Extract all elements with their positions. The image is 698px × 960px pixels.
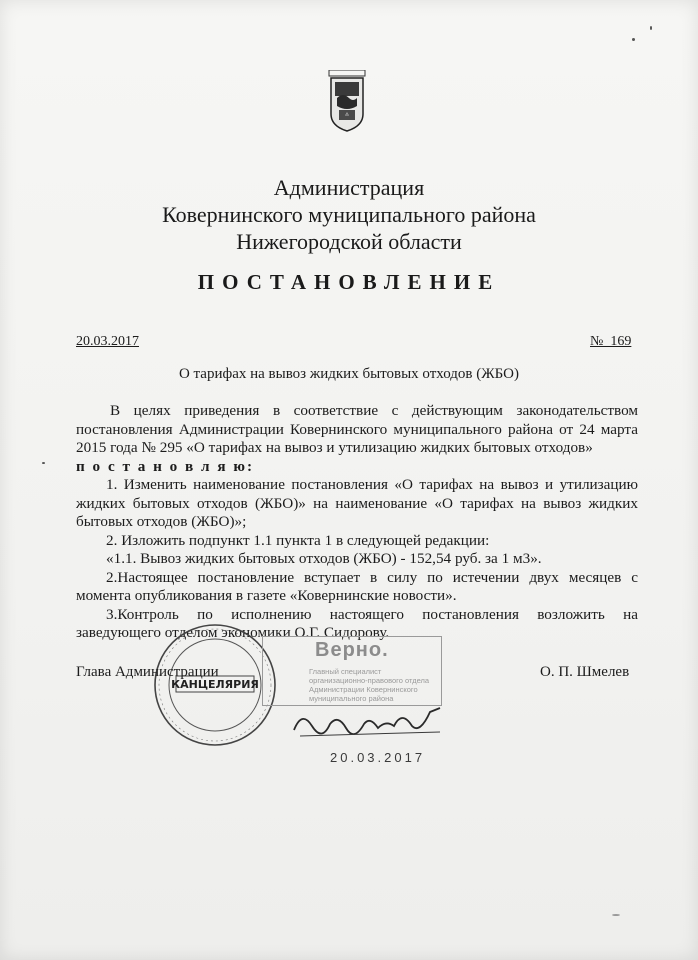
copy-stamp-line-4: муниципального района <box>309 694 394 703</box>
document-date: 20.03.2017 <box>76 334 139 349</box>
copy-stamp-line-2: организационно-правового отдела <box>309 676 430 685</box>
document-subject: О тарифах на вывоз жидких бытовых отходов (ЖБО) <box>178 366 520 382</box>
paragraph-item-2: 2. Изложить подпункт 1.1 пункта 1 в следующей редакции: <box>106 531 490 549</box>
coat-of-arms-emblem <box>327 70 367 132</box>
scan-speck <box>632 38 635 41</box>
copy-stamp-line-3: Администрации Ковернинского <box>309 685 418 694</box>
copy-stamp-title: Верно. <box>315 639 389 661</box>
document-body <box>76 402 638 643</box>
certifier-signature <box>290 700 450 744</box>
certification-date: 20.03.2017 <box>330 750 426 765</box>
signature-position: Глава Администрации <box>76 664 219 680</box>
paragraph-item-2-quote: «1.1. Вывоз жидких бытовых отходов (ЖБО) - 152,54 руб. за 1 м3». <box>106 550 542 567</box>
paragraph-intro: В целях приведения в соответствие с действующим законодательством постановления Администрации Ковернинского муниципального района от 24 марта 2015 года № 295 «О тарифах на вывоз и утилизацию жидких бытовых отходов» <box>76 402 638 456</box>
document-number: № 169 <box>590 334 632 349</box>
round-stamp-text: КАНЦЕЛЯРИЯ <box>171 678 259 691</box>
scan-speck <box>612 914 620 916</box>
paragraph-item-4: 3.Контроль по исполнению настоящего постановления возложить на заведующего отделом экономики О.Г. Сидорову. <box>76 605 638 641</box>
signature-name: О. П. Шмелев <box>540 664 630 680</box>
copy-stamp-line-1: Главный специалист <box>309 667 382 676</box>
scan-speck <box>650 26 652 30</box>
paragraph-item-3: 2.Настоящее постановление вступает в силу по истечении двух месяцев с момента опубликования в газете «Ковернинские новости». <box>76 568 638 604</box>
svg-text:⁂: ⁂ <box>345 112 349 117</box>
document-title: ПОСТАНОВЛЕНИЕ <box>197 270 501 294</box>
round-office-stamp <box>150 620 280 750</box>
header-line-administration: Администрация <box>273 175 425 200</box>
paragraph-item-1: 1. Изменить наименование постановления «О тарифах на вывоз и утилизацию жидких бытовых отходов (ЖБО)» на наименование «О тарифах на вывоз жидких бытовых отходов (ЖБО)»; <box>76 476 638 530</box>
certified-copy-stamp <box>262 636 442 706</box>
header-line-region: Нижегородской области <box>236 229 462 254</box>
scan-speck <box>42 462 45 464</box>
header-line-district: Ковернинского муниципального района <box>162 202 536 227</box>
paragraph-resolve: п о с т а н о в л я ю: <box>76 457 255 475</box>
